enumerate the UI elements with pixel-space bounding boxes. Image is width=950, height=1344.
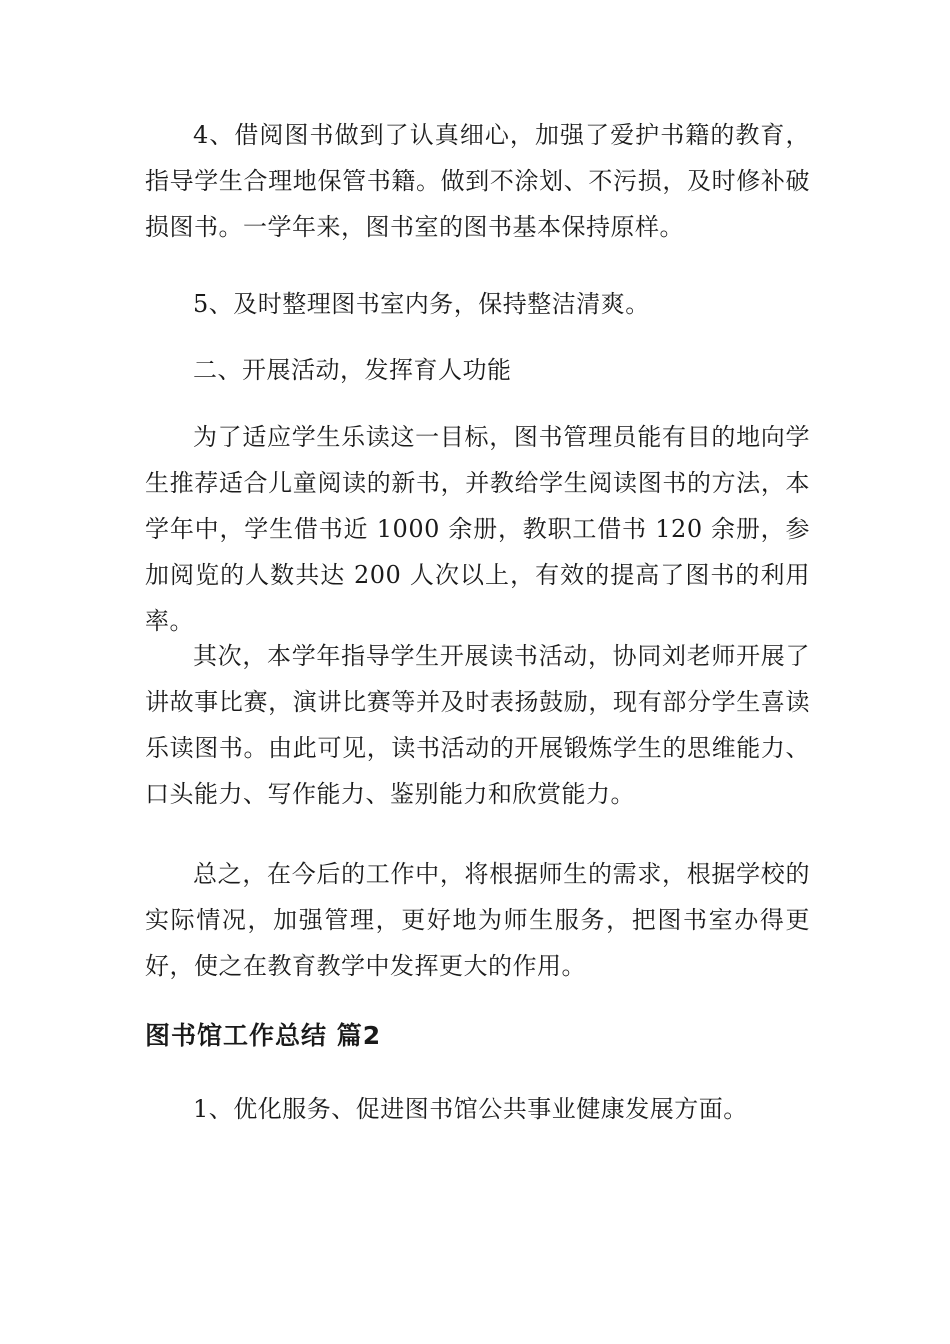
paragraph-reading-goal: 为了适应学生乐读这一目标，图书管理员能有目的地向学生推荐适合儿童阅读的新书，并教给学生阅读图书的方法，本学年中，学生借书近 1000 余册，教职工借书 120 余册，参加阅览的人数共达 200 人次以上，有效的提高了图书的利用率。	[145, 423, 810, 635]
section-title: 图书馆工作总结 篇2	[145, 1021, 382, 1050]
section-heading-activities: 二、开展活动，发挥育人功能	[193, 356, 512, 384]
paragraph-book-lending: 4、借阅图书做到了认真细心，加强了爱护书籍的教育，指导学生合理地保管书籍。做到不涂划、不污损，及时修补破损图书。一学年来，图书室的图书基本保持原样。	[145, 121, 810, 241]
paragraph-conclusion: 总之，在今后的工作中，将根据师生的需求，根据学校的实际情况，加强管理，更好地为师生服务，把图书室办得更好，使之在教育教学中发挥更大的作用。	[145, 860, 810, 980]
paragraph-service-optimization: 1、优化服务、促进图书馆公共事业健康发展方面。	[193, 1095, 748, 1123]
paragraph-reading-activities: 其次，本学年指导学生开展读书活动，协同刘老师开展了讲故事比赛，演讲比赛等并及时表扬鼓励，现有部分学生喜读乐读图书。由此可见，读书活动的开展锻炼学生的思维能力、口头能力、写作能力、鉴别能力和欣赏能力。	[145, 642, 810, 808]
paragraph-room-upkeep: 5、及时整理图书室内务，保持整洁清爽。	[193, 290, 650, 318]
